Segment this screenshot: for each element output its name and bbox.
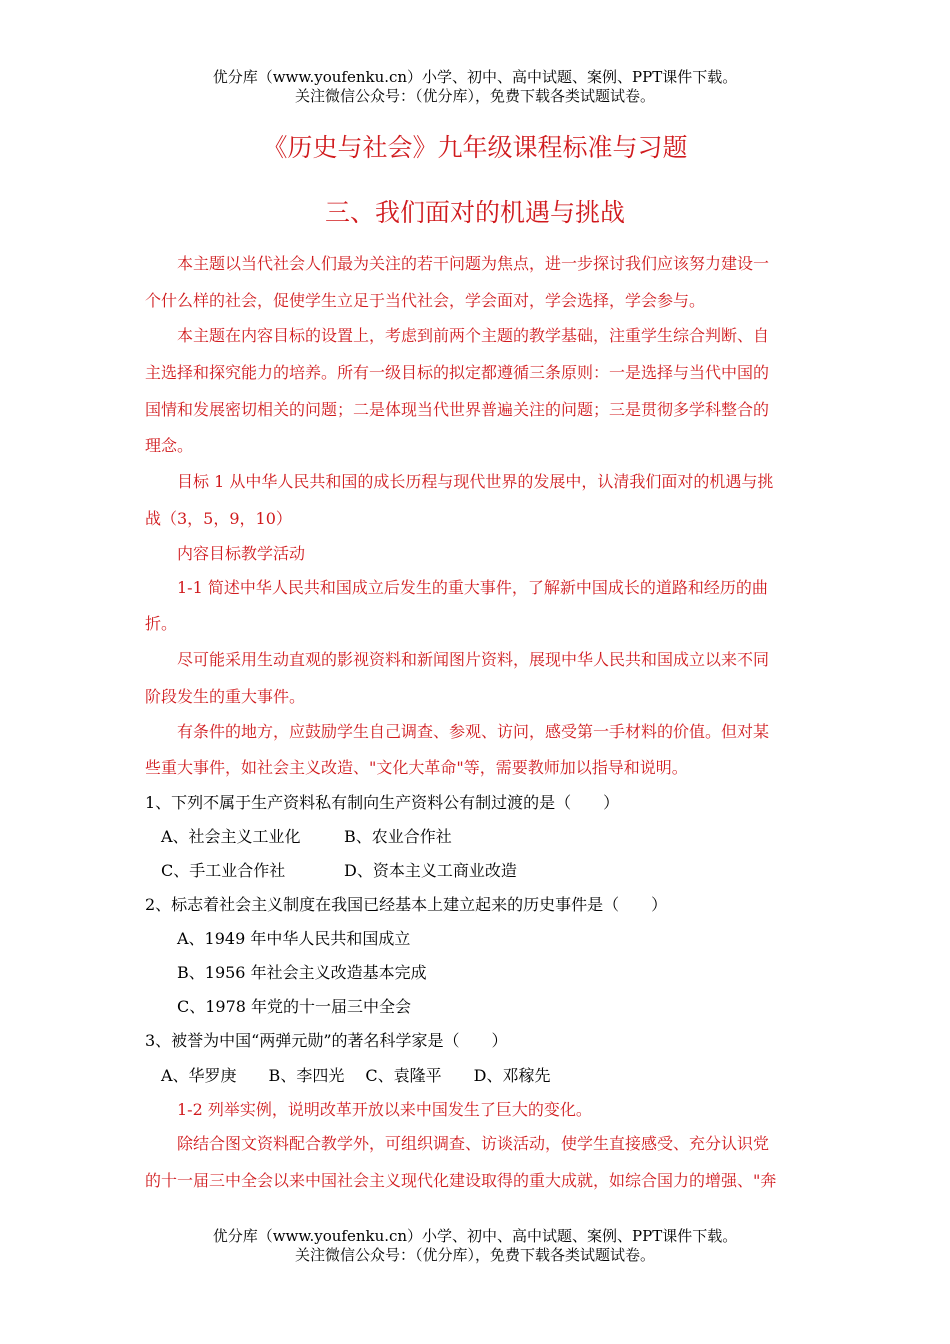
paragraph-line: 目标 1 从中华人民共和国的成长历程与现代世界的发展中，认清我们面对的机遇与挑 xyxy=(177,472,774,491)
paragraph-line: 1-1 简述中华人民共和国成立后发生的重大事件，了解新中国成长的道路和经历的曲 xyxy=(177,578,768,597)
paragraph-line: 些重大事件，如社会主义改造、"文化大革命"等，需要教师加以指导和说明。 xyxy=(145,758,688,777)
section-subheading: 内容目标教学活动 xyxy=(177,544,306,563)
question-3-options: A、华罗庚 B、李四光 C、袁隆平 D、邓稼先 xyxy=(161,1066,551,1085)
footer-line-1: 优分库（www.youfenku.cn）小学、初中、高中试题、案例、PPT课件下载。 xyxy=(212,1227,738,1245)
question-2: 2、标志着社会主义制度在我国已经基本上建立起来的历史事件是（ ） xyxy=(145,895,668,914)
paragraph-line: 国情和发展密切相关的问题；二是体现当代世界普遍关注的问题；三是贯彻多学科整合的 xyxy=(145,400,770,419)
paragraph-line: 折。 xyxy=(145,614,178,633)
paragraph-line: 本主题以当代社会人们最为关注的若干问题为焦点，进一步探讨我们应该努力建设一 xyxy=(177,254,770,273)
section-title: 三、我们面对的机遇与挑战 xyxy=(324,198,625,227)
header-line-2: 关注微信公众号：（优分库），免费下载各类试题试卷。 xyxy=(294,87,655,105)
question-3: 3、被誉为中国“两弹元勋”的著名科学家是（ ） xyxy=(145,1031,508,1050)
paragraph-line: 尽可能采用生动直观的影视资料和新闻图片资料，展现中华人民共和国成立以来不同 xyxy=(177,650,770,669)
question-2-option-b: B、1956 年社会主义改造基本完成 xyxy=(177,963,427,982)
paragraph-line: 除结合图文资料配合教学外，可组织调查、访谈活动，使学生直接感受、充分认识党 xyxy=(177,1134,770,1153)
question-1: 1、下列不属于生产资料私有制向生产资料公有制过渡的是（ ） xyxy=(145,793,620,812)
paragraph-line: 战（3，5，9，10） xyxy=(145,509,292,528)
paragraph-line: 1-2 列举实例，说明改革开放以来中国发生了巨大的变化。 xyxy=(177,1100,592,1119)
question-1-option-c: C、手工业合作社 xyxy=(161,861,286,880)
footer-line-2: 关注微信公众号：（优分库），免费下载各类试题试卷。 xyxy=(294,1246,655,1264)
document-title: 《历史与社会》九年级课程标准与习题 xyxy=(262,133,688,162)
paragraph-line: 个什么样的社会，促使学生立足于当代社会，学会面对，学会选择，学会参与。 xyxy=(145,291,706,310)
paragraph-line: 本主题在内容目标的设置上，考虑到前两个主题的教学基础，注重学生综合判断、自 xyxy=(177,326,770,345)
paragraph-line: 阶段发生的重大事件。 xyxy=(145,687,306,706)
paragraph-line: 的十一届三中全会以来中国社会主义现代化建设取得的重大成就，如综合国力的增强、"奔 xyxy=(145,1171,777,1190)
paragraph-line: 理念。 xyxy=(145,436,194,455)
question-2-option-a: A、1949 年中华人民共和国成立 xyxy=(177,929,411,948)
paragraph-line: 有条件的地方，应鼓励学生自己调查、参观、访问，感受第一手材料的价值。但对某 xyxy=(177,722,770,741)
question-1-option-a: A、社会主义工业化 xyxy=(161,827,301,846)
question-2-option-c: C、1978 年党的十一届三中全会 xyxy=(177,997,412,1016)
question-1-option-b: B、农业合作社 xyxy=(344,827,452,846)
question-1-option-d: D、资本主义工商业改造 xyxy=(344,861,517,880)
header-line-1: 优分库（www.youfenku.cn）小学、初中、高中试题、案例、PPT课件下载。 xyxy=(212,68,738,86)
paragraph-line: 主选择和探究能力的培养。所有一级目标的拟定都遵循三条原则：一是选择与当代中国的 xyxy=(145,363,770,382)
